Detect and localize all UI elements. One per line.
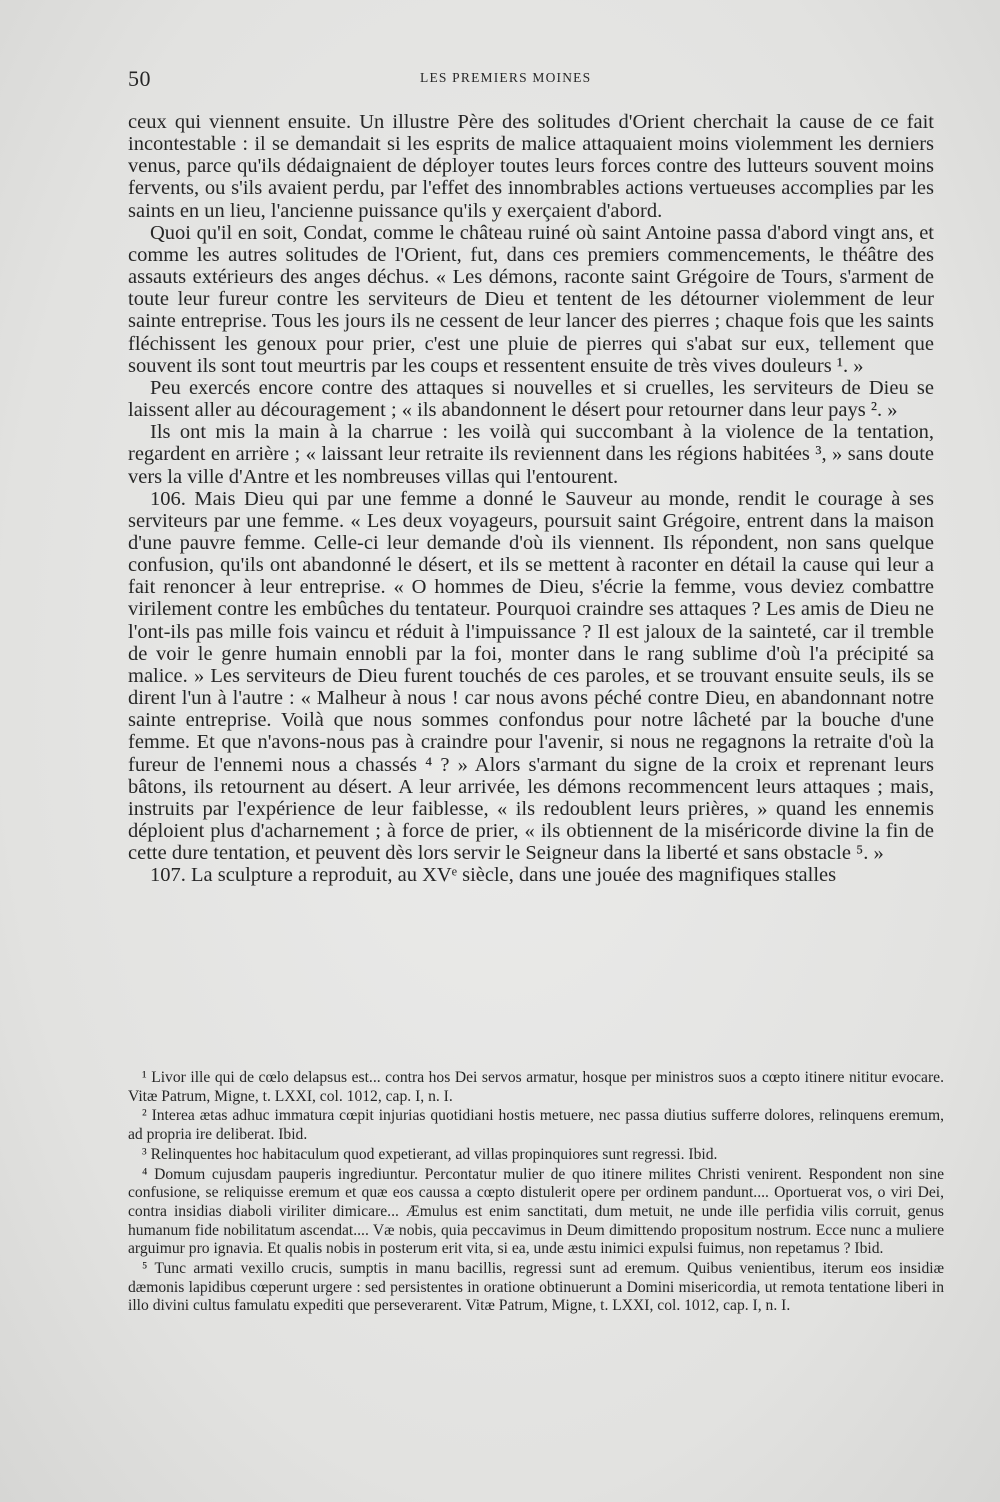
paragraph-continued: ceux qui viennent ensuite. Un illustre Père des solitudes d'Orient cherchait la cause de ce fait incontestable : il se demandait si les esprits de malice attaquaient moins violemment les derniers venus, parce qu'ils dédaignaient de déployer toutes leurs forces contre des lutteurs souvent moins fervents, ou s'ils avaient perdu, par l'effet des innombrables actions vertueuses accomplies par les saints en un lieu, l'ancienne puissance qu'ils y exerçaient d'abord. [128,111,934,222]
footnote-3: ³ Relinquentes hoc habitaculum quod expetierant, ad villas propinquiores sunt regressi. Ibid. [142,1145,718,1163]
paragraph-106: 106. Mais Dieu qui par une femme a donné le Sauveur au monde, rendit le courage à ses serviteurs par une femme. « Les deux voyageurs, poursuit saint Grégoire, entrent dans la maison d'une pauvre femme. Celle-ci leur demande d'où ils viennent. Ils répondent, non sans quelque confusion, qu'ils ont abandonné le désert, et ils se mettent à raconter en détail la cause qui leur a fait renoncer à leur entreprise. « O hommes de Dieu, s'écrie la femme, vous deviez combattre virilement contre les embûches du tentateur. Pourquoi craindre ses attaques ? Les amis de Dieu ne l'ont-ils pas mille fois vaincu et réduit à l'impuissance ? Il est jaloux de la sainteté, car il tremble de voir le genre humain ennobli par la foi, monter dans le rang sublime d'où l'a précipité sa malice. » Les serviteurs de Dieu furent touchés de ces paroles, et se trouvant ensuite seuls, ils se dirent l'un à l'autre : « Malheur à nous ! car nous avons péché contre Dieu, en abandonnant notre sainte entreprise. Voilà que nous sommes confondus pour notre lâcheté par la bouche d'une femme. Et que n'avons-nous pas à craindre pour l'avenir, si nous ne regagnons la retraite d'où la fureur de l'ennemi nous a chassés ⁴ ? » Alors s'armant du signe de la croix et reprenant leurs bâtons, ils retournent au désert. A leur arrivée, les démons recommencent leurs attaques ; mais, instruits par l'expérience de leur faiblesse, « ils redoublent leurs prières, » quand les ennemis déploient plus d'acharnement ; à force de prier, « ils obtiennent de la miséricorde divine la fin de cette dure tentation, et peuvent dès lors servir le Seigneur dans la liberté et sans obstacle ⁵. » [128,487,934,865]
main-text [128,111,934,886]
footnotes [128,1069,944,1317]
paragraph: Ils ont mis la main à la charrue : les voilà qui succombant à la violence de la tentation, regardent en arrière ; « laissant leur retraite ils reviennent dans les régions habitées ³, » sans doute vers la ville d'Antre et les nombreuses villas qui l'entourent. [128,421,934,488]
paragraph: Peu exercés encore contre des attaques si nouvelles et si cruelles, les serviteurs de Dieu se laissent aller au découragement ; « ils abandonnent le désert pour retourner dans leur pays ². » [128,376,934,422]
footnote-1: ¹ Livor ille qui de cœlo delapsus est... contra hos Dei servos armatur, hosque per ministros suos a cœpto itinere nititur evocare. Vitæ Patrum, Migne, t. LXXI, col. 1012, cap. I, n. I. [128,1069,944,1105]
footnote-5: ⁵ Tunc armati vexillo crucis, sumptis in manu bacillis, regressi sunt ad eremum. Quibus venientibus, iterum eos insidiæ dæmonis lapidibus cœperunt urgere : sed persistentes in oratione obtinuerunt a Domini misericordia, ut remota tentatione liberi in illo divini cultus famulatu expediti que perseverarent. Vitæ Patrum, Migne, t. LXXI, col. 1012, cap. I, n. I. [128,1260,944,1315]
running-head: LES PREMIERS MOINES [420,70,592,85]
footnote-4: ⁴ Domum cujusdam pauperis ingrediuntur. Percontatur mulier de quo itinere milites Christi venirent. Respondent non sine confusione, se reliquisse eremum et quæ eos caussa a cœpto distulerit opere per ordinem pandunt.... Oportuerat vos, o viri Dei, contra insidias diaboli viriliter dimicare... Æmulus est enim sanctitati, dum metuit, ne unde ille perfidia vilis corruit, genus humanum fide nobilitatum ascendat.... Væ nobis, quia peccavimus in Deum dimittendo propositum nostrum. Ecce nunc a muliere arguimur pro ignavia. Et qualis nobis in posterum erit vita, si ea, unde æstu inimici expulsi fuimus, non repetamus ? Ibid. [128,1165,944,1258]
footnote-2: ² Interea ætas adhuc immatura cœpit injurias quotidiani hostis metuere, nec passa diutius sufferre dolores, relinquens eremum, ad propria ire deliberat. Ibid. [128,1107,944,1144]
paragraph: Quoi qu'il en soit, Condat, comme le château ruiné où saint Antoine passa d'abord vingt ans, et comme les autres solitudes de l'Orient, fut, dans ces premiers commencements, le théâtre des assauts extérieurs des anges déchus. « Les démons, raconte saint Grégoire de Tours, s'arment de toute leur fureur contre les serviteurs de Dieu et tentent de les détourner violemment de leur sainte entreprise. Tous les jours ils ne cessent de leur lancer des pierres ; chaque fois que les saints fléchissent les genoux pour prier, c'est une pluie de pierres qui s'abat sur eux, tellement que souvent ils sont tout meurtris par les coups et ressentent ensuite de très vives douleurs ¹. » [128,221,934,377]
page-number: 50 [128,66,151,91]
paragraph-107: 107. La sculpture a reproduit, au XVᵉ siècle, dans une jouée des magnifiques stalles [150,864,837,887]
